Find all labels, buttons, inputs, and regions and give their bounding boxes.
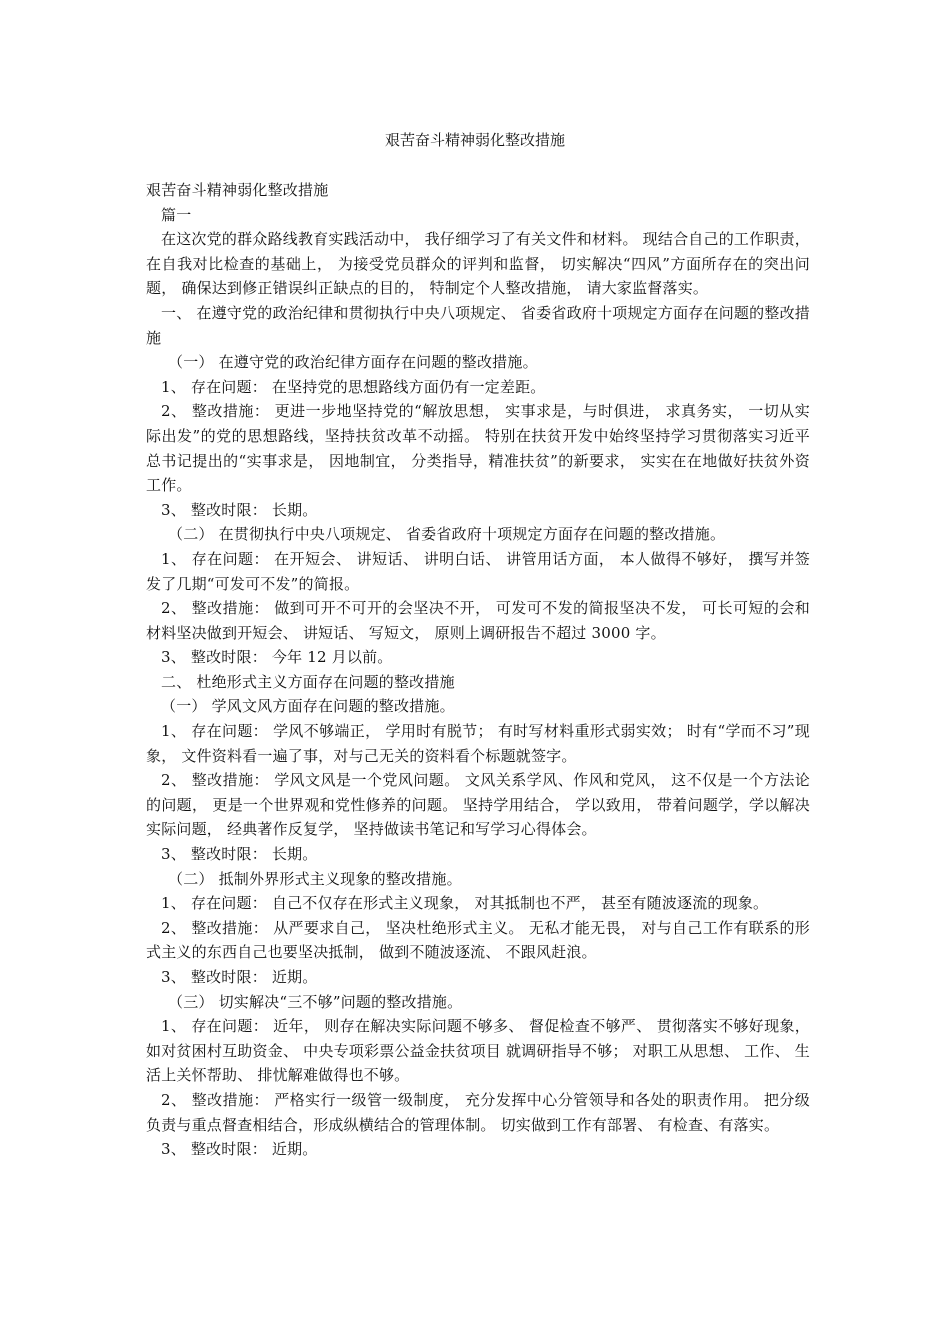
- subsection-heading-1-1: （一） 在遵守党的政治纪律方面存在问题的整改措施。: [168, 353, 538, 372]
- item-deadline: 3、 整改时限： 长期。: [161, 845, 318, 864]
- item-measure: 2、 整改措施： 严格实行一级管一级制度， 充分发挥中心分管领导和各处的职责作用。 把分级负责与重点督查相结合，形成纵横结合的管理体制。 切实做到工作有部署、 有检查、有落实。: [146, 1090, 810, 1134]
- item-measure: 2、 整改措施： 学风文风是一个党风问题。 文风关系学风、作风和党风， 这不仅是一个方法论的问题， 更是一个世界观和党性修养的问题。 坚持学用结合， 学以致用， 带着问题学，学以解决实际问题， 经典著作反复学， 坚持做读书笔记和写学习心得体会。: [146, 771, 810, 839]
- subsection-heading-2-2: （二） 抵制外界形式主义现象的整改措施。: [168, 869, 462, 888]
- body-heading: 艰苦奋斗精神弱化整改措施: [146, 181, 329, 199]
- item-problem: 1、 存在问题： 在坚持党的思想路线方面仍有一定差距。: [161, 377, 546, 396]
- item-problem: 1、 存在问题： 自己不仅存在形式主义现象， 对其抵制也不严， 甚至有随波逐流的现象。: [161, 894, 769, 913]
- document-body: [146, 178, 810, 1162]
- item-problem: 1、 存在问题： 近年， 则存在解决实际问题不够多、 督促检查不够严、 贯彻落实不够好现象， 如对贫困村互助资金、 中央专项彩票公益金扶贫项目 就调研指导不够； 对职工从思想、 工作、 生活上关怀帮助、 排忧解难做得也不够。: [146, 1017, 810, 1085]
- subsection-heading-2-1: （一） 学风文风方面存在问题的整改措施。: [161, 697, 455, 716]
- item-deadline: 3、 整改时限： 近期。: [161, 968, 318, 986]
- item-measure: 2、 整改措施： 从严要求自己， 坚决杜绝形式主义。 无私才能无畏， 对与自己工作有联系的形式主义的东西自己也要坚决抵制， 做到不随波逐流、 不跟风赶浪。: [146, 918, 810, 962]
- subsection-heading-2-3: （三） 切实解决“三不够”问题的整改措施。: [168, 992, 463, 1011]
- item-problem: 1、 存在问题： 在开短会、 讲短话、 讲明白话、 讲管用话方面， 本人做得不够好， 撰写并签发了几期“可发可不发”的简报。: [146, 549, 810, 593]
- subsection-heading-1-2: （二） 在贯彻执行中央八项规定、 省委省政府十项规定方面存在问题的整改措施。: [168, 525, 726, 544]
- item-measure: 2、 整改措施： 做到可开不可开的会坚决不开， 可发可不发的简报坚决不发， 可长可短的会和材料坚决做到开短会、 讲短话、 写短文， 原则上调研报告不超过 3000 字。: [146, 599, 810, 642]
- document-title: 艰苦奋斗精神弱化整改措施: [384, 131, 565, 149]
- item-problem: 1、 存在问题： 学风不够端正， 学用时有脱节； 有时写材料重形式弱实效； 时有“学而不习”现象， 文件资料看一遍了事，对与己无关的资料看个标题就签字。: [146, 722, 810, 765]
- item-measure: 2、 整改措施： 更进一步地坚持党的“解放思想， 实事求是，与时俱进， 求真务实， 一切从实际出发”的党的思想路线，坚持扶贫改革不动摇。 特别在扶贫开发中始终坚持学习贯彻落实习近平总书记提出的“实事求是， 因地制宜， 分类指导，精准扶贫”的新要求， 实实在在地做好扶贫外资工作。: [146, 402, 810, 495]
- item-deadline: 3、 整改时限： 今年 12 月以前。: [161, 648, 393, 667]
- section-label-pian-yi: 篇一: [161, 205, 192, 224]
- item-deadline: 3、 整改时限： 长期。: [161, 500, 318, 519]
- item-deadline: 3、 整改时限： 近期。: [161, 1140, 318, 1159]
- section-heading-1: 一、 在遵守党的政治纪律和贯彻执行中央八项规定、 省委省政府十项规定方面存在问题的整改措施: [146, 303, 810, 347]
- section-heading-2: 二、 杜绝形式主义方面存在问题的整改措施: [161, 672, 455, 691]
- intro-paragraph: 在这次党的群众路线教育实践活动中， 我仔细学习了有关文件和材料。 现结合自己的工作职责， 在自我对比检查的基础上， 为接受党员群众的评判和监督， 切实解决“四风”方面所存在的突出问题， 确保达到修正错误纠正缺点的目的， 特制定个人整改措施， 请大家监督落实。: [146, 230, 810, 298]
